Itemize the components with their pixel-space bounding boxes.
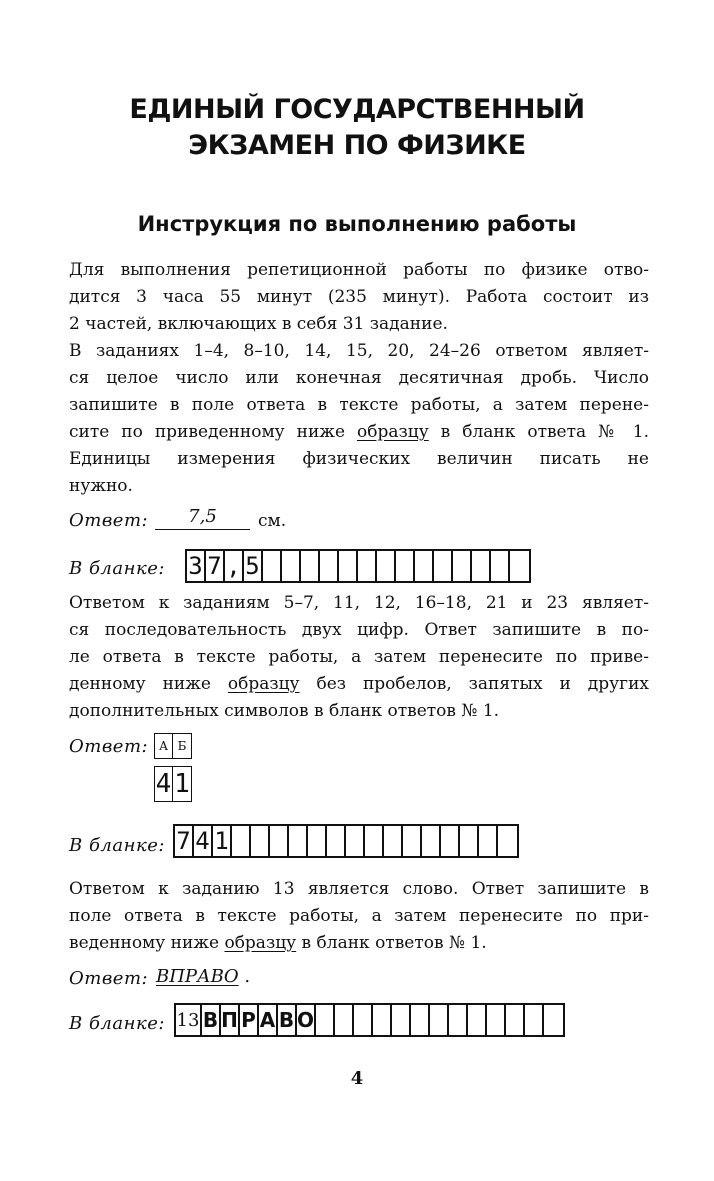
blank-cell: В — [202, 1005, 221, 1035]
text-line: В заданиях 1–4, 8–10, 14, 15, 20, 24–26 ответом являет- — [69, 341, 649, 361]
blank-cell — [411, 1005, 430, 1035]
page-title — [0, 92, 714, 164]
blank-cell — [308, 826, 327, 856]
title-line-1: ЕДИНЫЙ ГОСУДАРСТВЕННЫЙ — [129, 94, 585, 125]
blank-cell — [422, 826, 441, 856]
blank-cell: 4 — [194, 826, 213, 856]
text-line: запишите в поле ответа в тексте работы, а затем перене- — [69, 395, 649, 415]
text-line: ся целое число или конечная десятичная дробь. Число — [69, 368, 649, 388]
blank-cell — [510, 551, 529, 581]
text-line: ся последовательность двух цифр. Ответ запишите в по- — [69, 620, 649, 640]
blank-cell: 1 — [213, 826, 232, 856]
text-line: 2 частей, включающих в себя 31 задание. — [69, 314, 448, 334]
blank-cell — [468, 1005, 487, 1035]
blank-label: В бланке: — [69, 835, 165, 856]
answer-header-row — [154, 733, 192, 759]
blank-cell — [487, 1005, 506, 1035]
answer-period: . — [244, 966, 251, 987]
blank-cell: , — [225, 551, 244, 581]
blank-cell — [270, 826, 289, 856]
blank-cell — [384, 826, 403, 856]
blank-cell — [251, 826, 270, 856]
blank-cell — [346, 826, 365, 856]
answer-blank-form — [185, 549, 531, 583]
sample-link: образцу — [357, 422, 429, 442]
instruction-heading: Инструкция по выполнению работы — [137, 212, 577, 236]
blank-cell — [506, 1005, 525, 1035]
blank-cell — [335, 1005, 354, 1035]
blank-cell — [396, 551, 415, 581]
blank-cell — [282, 551, 301, 581]
blank-cell — [232, 826, 251, 856]
text-line: Ответом к заданиям 5–7, 11, 12, 16–18, 21 и 23 являет- — [69, 593, 649, 613]
blank-cell — [544, 1005, 563, 1035]
blank-cell — [491, 551, 510, 581]
blank-cell — [441, 826, 460, 856]
sample-link: образцу — [224, 933, 297, 953]
blank-cell — [263, 551, 282, 581]
text-line: поле ответа в тексте работы, а затем перенесите по при- — [69, 906, 649, 926]
blank-cell — [472, 551, 491, 581]
text-line: Ответом к заданию 13 является слово. Ответ запишите в — [69, 879, 649, 899]
blank-cell: В — [278, 1005, 297, 1035]
blank-cell — [479, 826, 498, 856]
blank-cell — [392, 1005, 411, 1035]
answer-value-row — [154, 766, 192, 802]
blank-cell — [460, 826, 479, 856]
answer-value: 7,5 — [155, 506, 250, 530]
blank-label: В бланке: — [69, 1013, 165, 1034]
text-line: ле ответа в тексте работы, а затем перенесите по приве- — [69, 647, 649, 667]
text-line: веденному ниже образцу в бланк ответов № 1. — [69, 933, 487, 953]
text-line: денному ниже образцу без пробелов, запятых и других — [69, 674, 649, 694]
blank-cell: А — [259, 1005, 278, 1035]
blank-cell — [403, 826, 422, 856]
blank-cell — [415, 551, 434, 581]
blank-cell — [434, 551, 453, 581]
blank-cell — [358, 551, 377, 581]
blank-cell — [339, 551, 358, 581]
answer-unit: см. — [258, 511, 287, 531]
blank-cell — [373, 1005, 392, 1035]
blank-cell — [377, 551, 396, 581]
paragraph-intro — [69, 257, 649, 500]
page-number: 4 — [350, 1068, 364, 1089]
column-a-header: А — [155, 734, 173, 758]
text-line: дополнительных символов в бланк ответов № 1. — [69, 701, 500, 721]
answer-label: Ответ: — [69, 736, 149, 757]
blank-cell: 3 — [187, 551, 206, 581]
paragraph-word — [69, 876, 649, 957]
blank-cell — [453, 551, 472, 581]
text-line: сите по приведенному ниже образцу в бланк ответа № 1. — [69, 422, 649, 442]
blank-cell — [354, 1005, 373, 1035]
blank-cell: О — [297, 1005, 316, 1035]
text-line: Единицы измерения физических величин писать не — [69, 449, 649, 469]
blank-cell — [365, 826, 384, 856]
blank-cell — [316, 1005, 335, 1035]
text-line: Для выполнения репетиционной работы по физике отво- — [69, 260, 649, 280]
blank-cell: 7 — [206, 551, 225, 581]
text-line: нужно. — [69, 476, 133, 496]
blank-cell: П — [221, 1005, 240, 1035]
blank-cell: 5 — [244, 551, 263, 581]
paragraph-sequence — [69, 590, 649, 725]
column-b-value: 1 — [174, 769, 190, 799]
blank-cell — [301, 551, 320, 581]
answer-blank-form — [174, 1003, 565, 1037]
column-a-value: 4 — [155, 769, 172, 799]
blank-cell: Р — [240, 1005, 259, 1035]
column-b-header: Б — [177, 739, 187, 753]
sample-link: образцу — [227, 674, 300, 694]
blank-label: В бланке: — [69, 558, 165, 579]
answer-label: Ответ: — [69, 968, 149, 989]
blank-cell — [320, 551, 339, 581]
blank-cell — [449, 1005, 468, 1035]
answer-value-row — [156, 966, 250, 987]
blank-cell — [525, 1005, 544, 1035]
text-line: дится 3 часа 55 минут (235 минут). Работа состоит из — [69, 287, 649, 307]
blank-cell: 7 — [175, 826, 194, 856]
blank-cell — [430, 1005, 449, 1035]
blank-cell — [289, 826, 308, 856]
blank-cell — [498, 826, 517, 856]
title-line-2: ЭКЗАМЕН ПО ФИЗИКЕ — [188, 130, 526, 161]
blank-cell — [327, 826, 346, 856]
answer-value: ВПРАВО — [156, 966, 239, 987]
answer-blank-form — [173, 824, 519, 858]
task-number-cell: 13 — [176, 1005, 202, 1035]
answer-label: Ответ: — [69, 510, 149, 531]
